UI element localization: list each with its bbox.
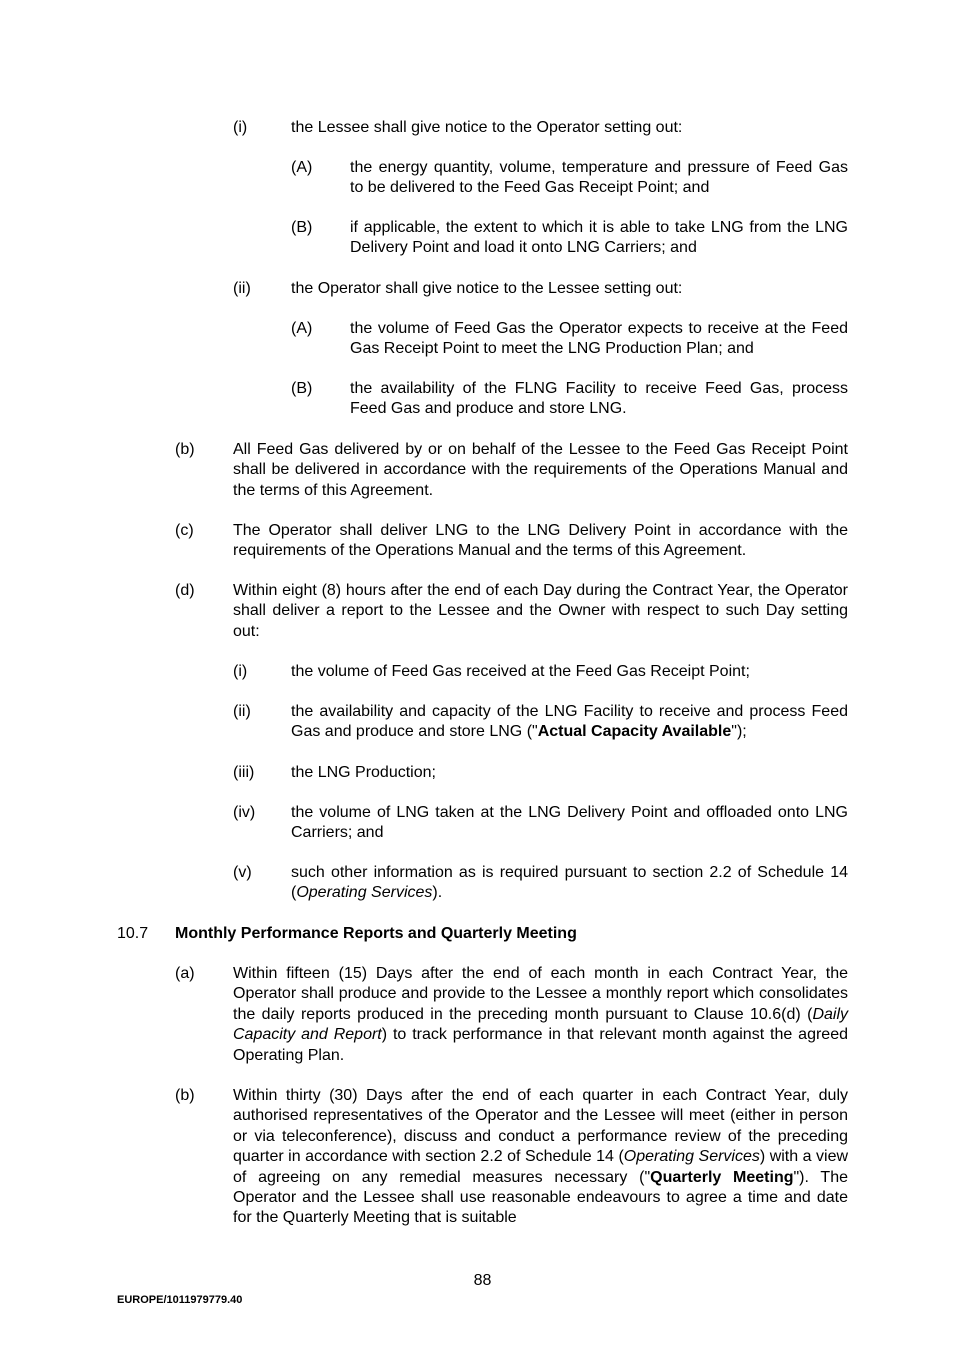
defined-term: Quarterly Meeting xyxy=(650,1168,794,1186)
text-run: ) with a view of agreeing on any remedial measures necessary (" xyxy=(233,1148,849,1186)
clause-text xyxy=(233,964,848,1066)
item-label: (iv) xyxy=(233,804,256,821)
item-label: (d) xyxy=(175,582,195,599)
text-run: ). xyxy=(432,884,443,902)
page-number: 88 xyxy=(473,1272,492,1289)
clause-text xyxy=(291,863,848,904)
clause-text: the availability of the FLNG Facility to receive Feed Gas, process Feed Gas and produce and store LNG. xyxy=(350,380,848,418)
item-label: (A) xyxy=(291,320,313,337)
clause-text: the LNG Production; xyxy=(291,764,436,781)
clause-text: the energy quantity, volume, temperature and pressure of Feed Gas to be delivered to the Feed Gas Receipt Point; and xyxy=(350,159,848,197)
clause-text: the Lessee shall give notice to the Operator setting out: xyxy=(291,119,683,136)
clause-text: Within eight (8) hours after the end of each Day during the Contract Year, the Operator shall deliver a report to the Lessee and the Owner with respect to such Day setting out: xyxy=(233,582,848,640)
cross-reference: Operating Services xyxy=(623,1148,760,1166)
clause-text: the volume of Feed Gas received at the Feed Gas Receipt Point; xyxy=(291,663,750,680)
text-run: "). The Operator and the Lessee shall use reasonable endeavours to agree a time and date for the Quarterly Meeting that is suitable xyxy=(233,1168,849,1227)
text-run: the availability and capacity of the LNG Facility to receive and process Feed Gas and produce and store LNG (" xyxy=(291,703,848,741)
clause-text xyxy=(233,1086,848,1229)
clause-text: the volume of LNG taken at the LNG Delivery Point and offloaded onto LNG Carriers; and xyxy=(291,804,848,842)
item-label: (ii) xyxy=(233,280,251,297)
item-label: (i) xyxy=(233,663,248,680)
document-reference: EUROPE/1011979779.40 xyxy=(117,1294,243,1306)
item-label: (ii) xyxy=(233,703,251,720)
text-run: such other information as is required pursuant to section 2.2 of Schedule 14 ( xyxy=(291,864,848,902)
section-number: 10.7 xyxy=(117,925,149,942)
item-label: (b) xyxy=(175,441,195,458)
text-run: ) to track performance in that relevant month against the agreed Operating Plan. xyxy=(233,1026,848,1064)
item-label: (iii) xyxy=(233,764,255,781)
text-run: "); xyxy=(731,723,747,741)
defined-term: Actual Capacity Available xyxy=(537,723,732,741)
item-label: (A) xyxy=(291,159,313,176)
item-label: (a) xyxy=(175,965,195,982)
section-heading: Monthly Performance Reports and Quarterly Meeting xyxy=(175,925,577,942)
text-run: Within fifteen (15) Days after the end of each month in each Contract Year, the Operator shall produce and provide to the Lessee a monthly report which consolidates the daily reports produced in the preceding month pursuant to Clause 10.6(d) ( xyxy=(233,965,848,1023)
item-label: (B) xyxy=(291,380,313,397)
item-label: (c) xyxy=(175,522,194,539)
clause-text: if applicable, the extent to which it is able to take LNG from the LNG Delivery Point and load it onto LNG Carriers; and xyxy=(350,219,848,257)
item-label: (b) xyxy=(175,1087,195,1104)
cross-reference: Daily Capacity and Report xyxy=(233,1005,848,1044)
clause-text: All Feed Gas delivered by or on behalf of the Lessee to the Feed Gas Receipt Point shall be delivered in accordance with the requirements of the Operations Manual and the terms of this Agreement. xyxy=(233,441,848,499)
item-label: (v) xyxy=(233,864,252,881)
item-label: (B) xyxy=(291,219,313,236)
cross-reference: Operating Services xyxy=(296,884,433,902)
text-run: Within thirty (30) Days after the end of each quarter in each Contract Year, duly authorised representatives of the Operator and the Lessee will meet (either in person or via teleconference), discuss and conduct a performance review of the preceding quarter in accordance with section 2.2 of Schedule 14 ( xyxy=(233,1087,848,1166)
item-label: (i) xyxy=(233,119,248,136)
clause-text: the volume of Feed Gas the Operator expects to receive at the Feed Gas Receipt Point to meet the LNG Production Plan; and xyxy=(350,320,848,358)
clause-text: The Operator shall deliver LNG to the LNG Delivery Point in accordance with the requirements of the Operations Manual and the terms of this Agreement. xyxy=(233,522,848,560)
clause-text xyxy=(291,702,848,743)
clause-text: the Operator shall give notice to the Lessee setting out: xyxy=(291,280,683,297)
